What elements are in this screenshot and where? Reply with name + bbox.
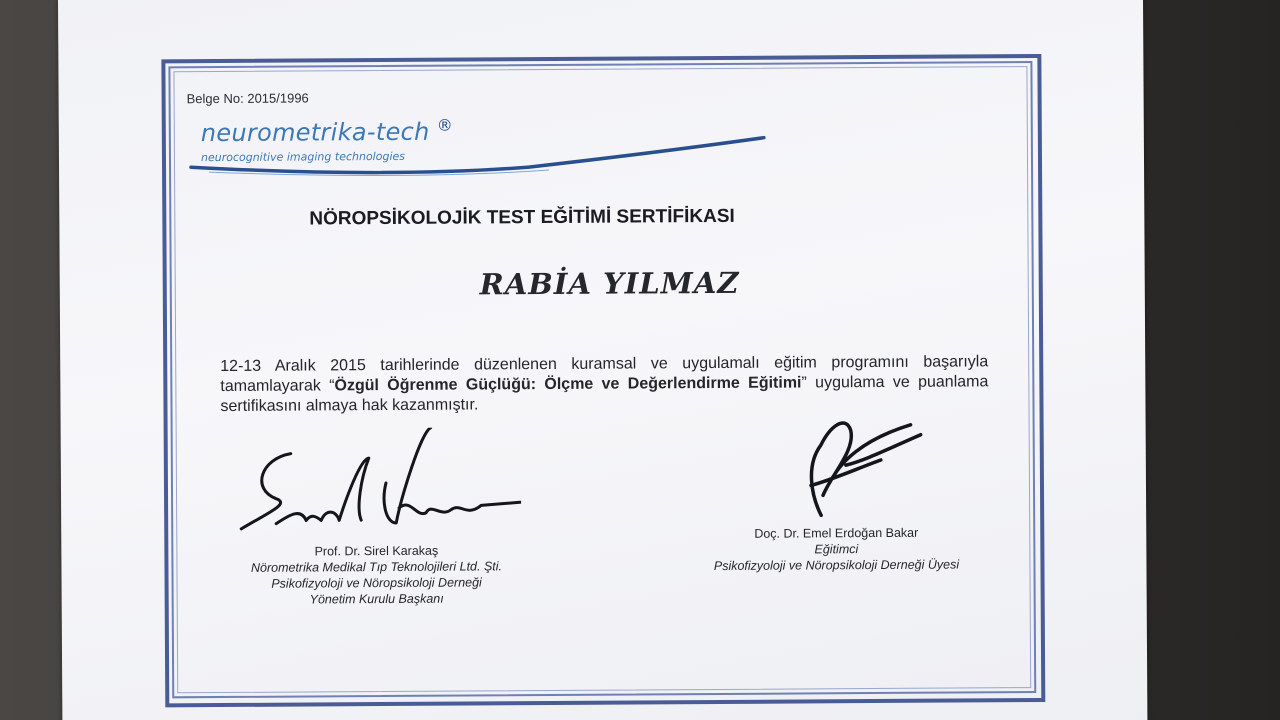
certificate-title: NÖROPSİKOLOJİK TEST EĞİTİMİ SERTİFİKASI [309,205,735,230]
right-signatory-role-1: Eğitimci [814,542,859,557]
left-signatory-role-2: Psikofizyoloji ve Nöropsikoloji Derneği [271,575,482,591]
certificate-paper [58,0,1148,720]
body-text-end: ” uygulama ve puanlama sertifikasını almaya hak kazanmıştır. [220,373,989,416]
logo-tagline: neurocognitive imaging technologies [200,149,406,165]
recipient-name: RABİA YILMAZ [479,265,740,302]
left-signature [221,427,522,539]
logo-name: neurometrika-tech [200,117,430,148]
right-signature [750,405,951,536]
course-name: Özgül Öğrenme Güçlüğü: Ölçme ve Değerlendirme Eğitimi [334,374,802,395]
right-signatory-name: Doç. Dr. Emel Erdoğan Bakar [754,525,919,541]
document-number: Belge No: 2015/1996 [186,90,309,107]
right-signatory-caption [671,524,1001,574]
left-signatory-name: Prof. Dr. Sirel Karakaş [314,543,439,559]
registered-mark: ® [436,115,453,135]
company-logo [189,114,789,188]
body-text-start: 12-13 Aralık 2015 tarihlerinde düzenlenen kuramsal ve uygulamalı eğitim programını başarıyla tamamlayarak “ [220,353,989,396]
right-signatory-role-2: Psikofizyoloji ve Nöropsikoloji Derneği Üyesi [713,557,960,574]
left-signatory-role-3: Yönetim Kurulu Başkanı [309,591,444,607]
left-signatory-role-1: Nörometrika Medikal Tıp Teknolojileri Ltd. Şti. [250,559,503,575]
left-signatory-caption [211,542,541,608]
